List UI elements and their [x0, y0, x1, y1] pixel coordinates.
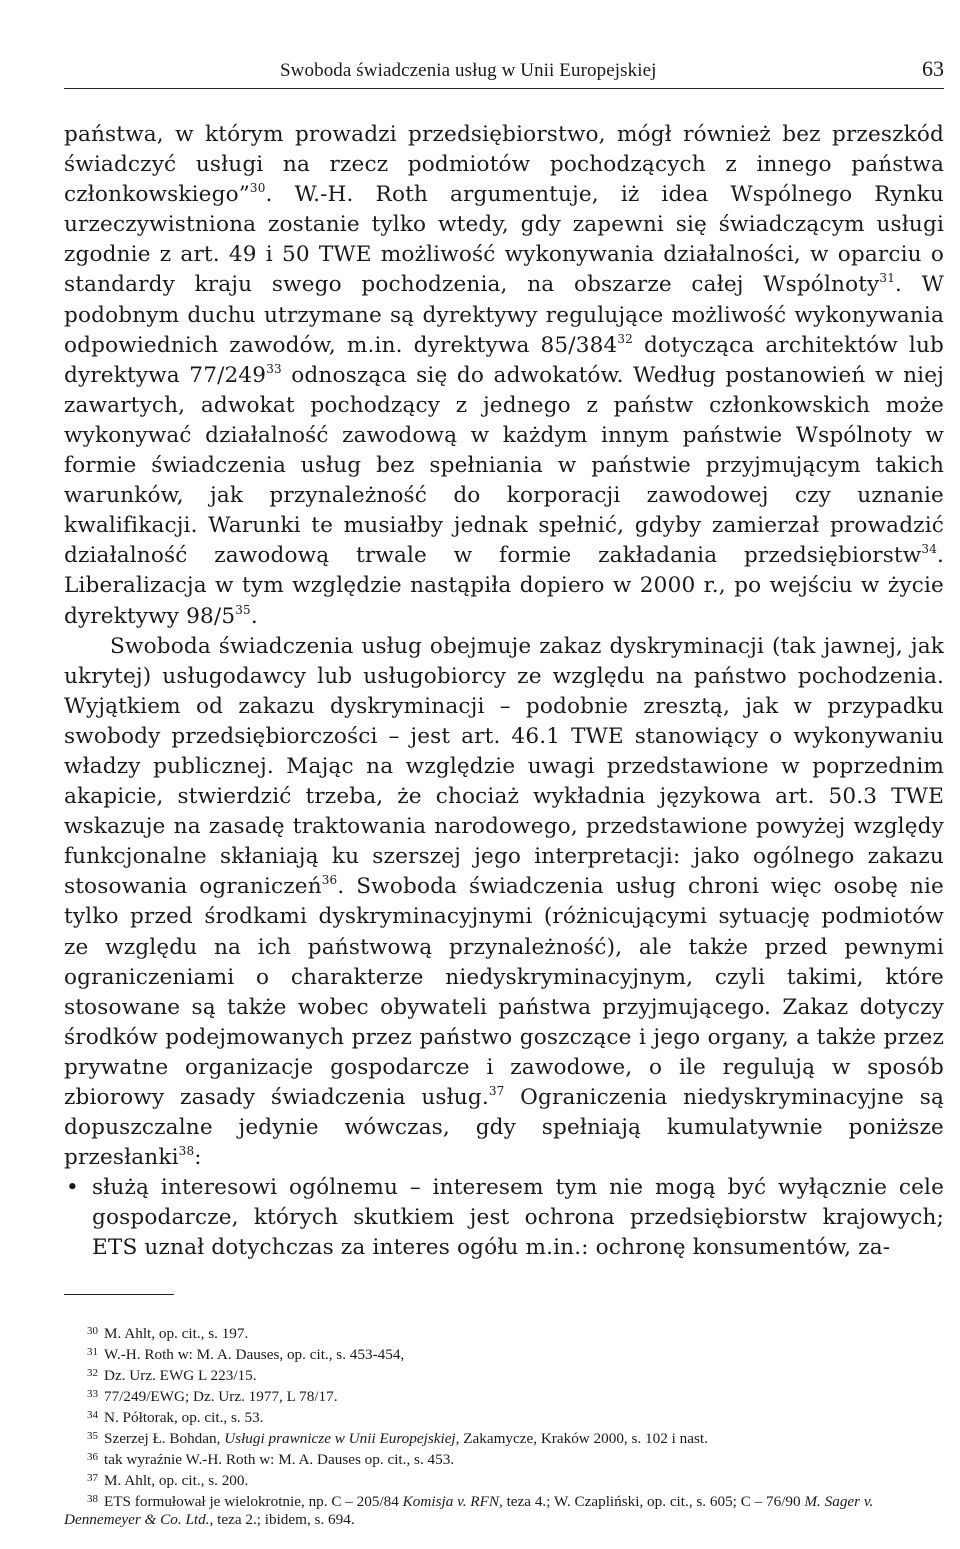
footnote-ref: 31	[879, 271, 895, 286]
footnote: 35 Szerzej Ł. Bohdan, Usługi prawnicze w Unii Europejskiej, Zakamycze, Kraków 2000, s. 102 i nast.	[87, 1430, 708, 1447]
footnote: 31 W.-H. Roth w: M. A. Dauses, op. cit., s. 453-454,	[87, 1346, 405, 1363]
paragraph-continued: państwa, w którym prowadzi przedsiębiorstwo, mógł również bez przeszkód świadczyć usługi na rzecz podmiotów pochodzących z innego państwa członkowskiego”$^{30}$. W.-H. Roth argumentuje, iż idea Wspólnego Rynku urzeczywistniona zostanie tylko wtedy, gdy zapewni się świadczącym usługi zgodnie z art. 49 i 50 TWE możliwość wykonywania działalności, w oparciu o standardy kraju swego pochodzenia, na obszarze całej Wspólnoty$^{31}$. W podobnym duchu utrzymane są dyrektywy regulujące możliwość wykonywania odpowiednich zawodów, m.in. dyrektywa $85/384^{32}$ dotycząca architektów lub dyrektywa $77/249^{33}$ odnosząca się do adwokatów. Według postanowień w niej zawartych, adwokat pochodzący z jednego z państw członkowskich może wykonywać działalność zawodową w każdym innym państwie Wspólnoty w formie świadczenia usług bez spełniania w państwie przyjmującym takich warunków, jak przynależność do korporacji zawodowej czy uznanie kwalifikacji. Warunki te musiałby jednak spełnić, gdyby zamierzał prowadzić działalność zawodową trwale w formie zakładania przedsiębiorstw$^{34}$. Liberalizacja w tym względzie nastąpiła dopiero w 2000 r., po wejściu w życie dyrektywy $98/5^{35}$.	[64, 122, 944, 629]
bullet-item: • służą interesowi ogólnemu – interesem tym nie mogą być wyłącznie cele gospodarcze, których skutkiem jest ochrona przedsiębiorstw krajowych; ETS uznał dotychczas za interes ogółu m.in.: ochronę konsumentów, za-	[66, 1175, 944, 1261]
footnote: 30 M. Ahlt, op. cit., s. 197.	[87, 1325, 249, 1342]
running-title: Swoboda świadczenia usług w Unii Europejskiej	[280, 60, 657, 81]
footnote-ref: 34	[921, 542, 937, 557]
footnote-ref: 33	[266, 361, 282, 376]
footnote-separator	[64, 1294, 174, 1295]
footnote: 32 Dz. Urz. EWG L 223/15.	[87, 1367, 257, 1384]
page-number: 63	[922, 56, 944, 81]
running-header	[64, 52, 944, 89]
footnotes	[64, 1322, 944, 1529]
footnote: 33 77/249/EWG; Dz. Urz. 1977, L 78/17.	[87, 1388, 338, 1405]
paragraph: Swoboda świadczenia usług obejmuje zakaz dyskryminacji (tak jawnej, jak ukrytej) usługodawcy lub usługobiorcy ze względu na państwo pochodzenia. Wyjątkiem od zakazu dyskryminacji – podobnie zresztą, jak w przypadku swobody przedsiębiorczości – jest art. 46.1 TWE stanowiący o wykonywaniu władzy publicznej. Mając na względzie uwagi przedstawione w poprzednim akapicie, stwierdzić trzeba, że chociaż wykładnia językowa art. 50.3 TWE wskazuje na zasadę traktowania narodowego, przedstawione powyżej względy funkcjonalne skłaniają ku szerszej jego interpretacji: jako ogólnego zakazu stosowania ograniczeń$^{36}$. Swoboda świadczenia usług chroni więc osobę nie tylko przed środkami dyskryminacyjnymi (różnicującymi sytuację podmiotów ze względu na ich państwową przynależność), ale także przed pewnymi ograniczeniami o charakterze niedyskryminacyjnym, czyli takimi, które stosowane są także wobec obywateli państwa przyjmującego. Zakaz dotyczy środków podejmowanych przez państwo goszczące i jego organy, a także przez prywatne organizacje gospodarcze i zawodowe, o ile regulują w sposób zbiorowy zasady świadczenia usług.$^{37}$ Ograniczenia niedyskryminacyjne są dopuszczalne jedynie wówczas, gdy spełniają kumulatywnie poniższe przesłanki$^{38}$:	[64, 633, 944, 1171]
footnote: 38 ETS formułował je wielokrotnie, np. C – 205/84 Komisja v. RFN, teza 4.; W. Czapliński, op. cit., s. 605; C – 76/90 M. Sager v. Dennemeyer & Co. Ltd., teza 2.; ibidem, s. 694.	[64, 1493, 874, 1528]
footnote-ref: 37	[488, 1084, 505, 1098]
footnote: 36 tak wyraźnie W.-H. Roth w: M. A. Dauses op. cit., s. 453.	[87, 1451, 455, 1468]
footnote-ref: 36	[321, 873, 338, 888]
body-text	[64, 120, 944, 1264]
footnote-ref: 32	[617, 331, 633, 346]
footnote: 34 N. Półtorak, op. cit., s. 53.	[87, 1409, 264, 1426]
footnote-ref: 38	[178, 1144, 195, 1159]
footnote-ref: 30	[249, 181, 266, 196]
footnote-ref: 35	[235, 602, 251, 617]
bullet-icon: •	[66, 1175, 79, 1201]
footnote: 37 M. Ahlt, op. cit., s. 200.	[87, 1472, 249, 1489]
